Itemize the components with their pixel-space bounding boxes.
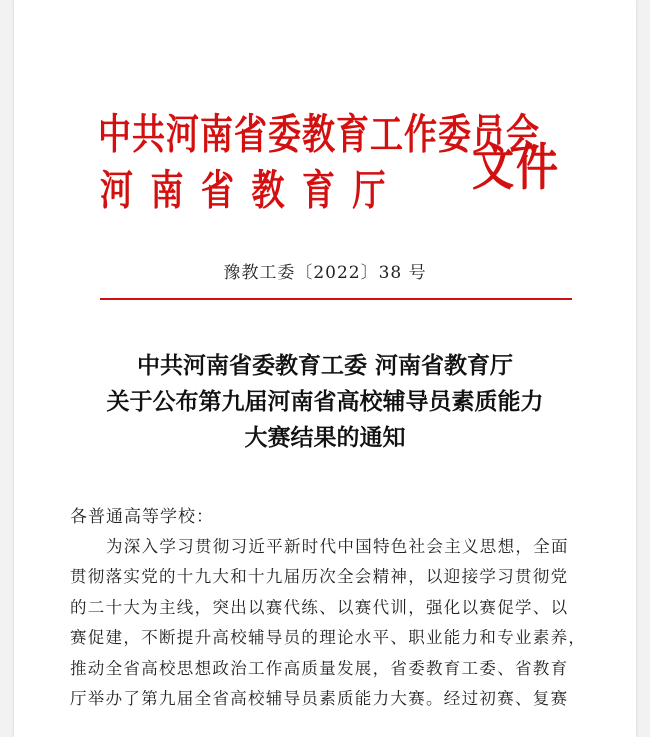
body-line: 的二十大为主线，突出以赛代练、以赛代训，强化以赛促学、以: [70, 597, 569, 617]
salutation: 各普通高等学校：: [70, 507, 214, 527]
body-line: 为深入学习贯彻习近平新时代中国特色社会主义思想，全面: [106, 537, 569, 556]
document-page: [14, 0, 636, 737]
title-line-1: 中共河南省委教育工委 河南省教育厅: [136, 352, 513, 379]
body-line: 推动全省高校思想政治工作高质量发展，省委教育工委、省教育: [70, 658, 569, 678]
document-type-label: 文件: [472, 137, 561, 197]
issuing-org-line-1: 中共河南省委教育工作委员会: [98, 109, 540, 159]
red-divider-rule: [100, 298, 572, 300]
document-number: 豫教工委〔2022〕38 号: [223, 263, 427, 283]
title-line-3: 大赛结果的通知: [244, 424, 406, 451]
body-line: 赛促建，不断提升高校辅导员的理论水平、职业能力和专业素养，: [70, 628, 587, 648]
title-line-2: 关于公布第九届河南省高校辅导员素质能力: [106, 388, 544, 415]
body-paragraph: [70, 532, 588, 714]
notice-title: [14, 348, 636, 456]
body-line: 贯彻落实党的十九大和十九届历次全会精神，以迎接学习贯彻党: [70, 567, 569, 587]
issuing-org-line-2: 河南省教育厅: [100, 165, 403, 215]
body-line: 厅举办了第九届全省高校辅导员素质能力大赛。经过初赛、复赛: [70, 689, 569, 709]
